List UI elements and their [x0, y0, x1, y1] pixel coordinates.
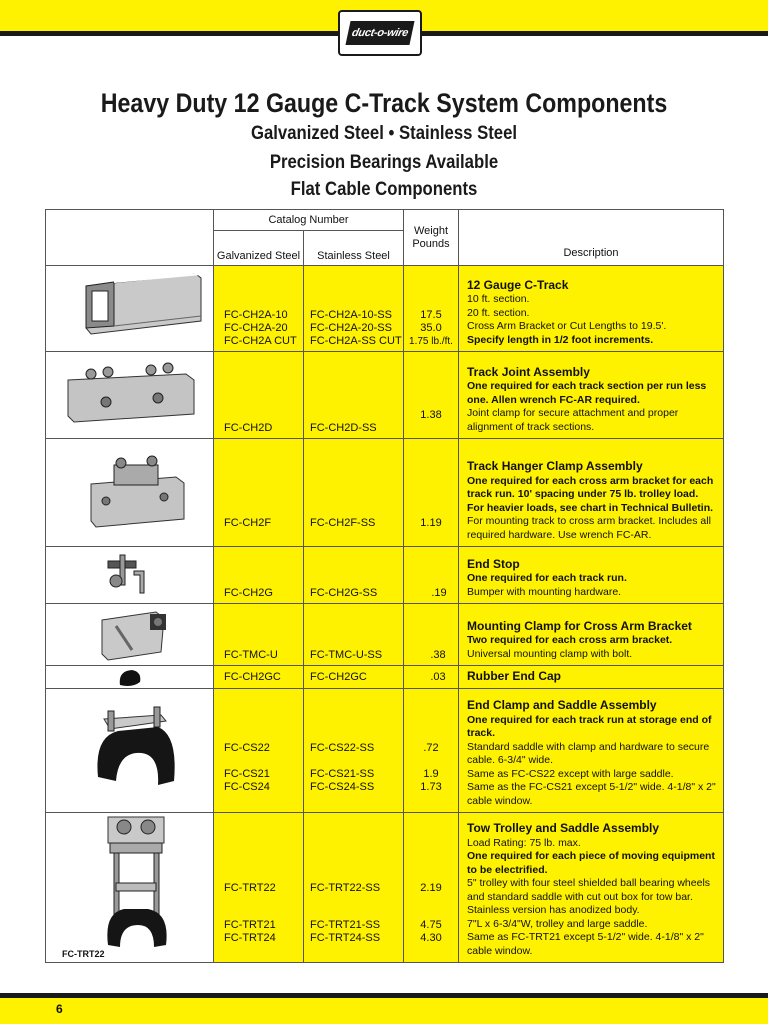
product-row-track-hanger-clamp: [46, 439, 724, 547]
page-number: 6: [56, 1002, 63, 1016]
weight-value: .03: [430, 670, 446, 683]
product-row-end-clamp-saddle: [46, 689, 724, 813]
weight-value: 17.5: [420, 309, 442, 321]
weight-value: 2.19: [420, 882, 442, 894]
weight-header: Weight Pounds: [404, 210, 459, 266]
description-line: 20 ft. section.: [467, 306, 530, 319]
c-track-image: [46, 266, 214, 352]
description-line: Load Rating: 75 lb. max.: [467, 836, 581, 849]
ss-part: FC-CH2A-SS CUT: [310, 335, 402, 347]
galv-part: FC-CH2A-20: [224, 322, 288, 334]
description-line: Universal mounting clamp with bolt.: [467, 647, 633, 660]
stainless-header: Stainless Steel: [304, 231, 404, 266]
weight-value: .72: [423, 742, 439, 754]
end-stop-image: [46, 547, 214, 604]
ss-part: FC-CS24-SS: [310, 781, 375, 793]
ss-part: FC-CS21-SS: [310, 768, 375, 780]
page-title: Heavy Duty 12 Gauge C-Track System Components: [100, 88, 668, 118]
weight-value: 1.19: [420, 517, 442, 529]
description-title: Tow Trolley and Saddle Assembly: [467, 821, 660, 835]
mounting-clamp-image: [46, 604, 214, 666]
ss-part: FC-CH2G-SS: [310, 587, 378, 599]
description-title: 12 Gauge C-Track: [467, 277, 569, 292]
weight-value: .19: [431, 587, 447, 599]
galv-part: FC-CS24: [224, 781, 270, 793]
track-joint-image: [46, 352, 214, 439]
track-hanger-clamp-image: [46, 439, 214, 547]
galv-part: FC-CS22: [224, 742, 270, 754]
galv-part: FC-TMC-U: [224, 649, 278, 661]
image-column-header: [46, 210, 214, 266]
galv-part: FC-CH2A CUT: [224, 335, 297, 347]
ss-part: FC-CH2A-20-SS: [310, 322, 392, 334]
ss-part: FC-TRT22-SS: [310, 882, 381, 894]
subtitle-materials: Galvanized Steel • Stainless Steel: [250, 123, 518, 144]
galv-part: FC-CH2A-10: [224, 309, 288, 321]
product-row-mounting-clamp: [46, 604, 724, 666]
weight-value: 1.75 lb./ft.: [409, 336, 453, 347]
weight-value: 1.9: [423, 768, 439, 780]
ss-part: FC-TRT24-SS: [310, 932, 381, 944]
ss-part: FC-CH2D-SS: [310, 422, 377, 434]
product-row-c-track: [46, 266, 724, 352]
weight-value: 4.75: [420, 919, 442, 931]
ss-part: FC-TRT21-SS: [310, 919, 381, 931]
description-title: End Stop: [467, 556, 520, 571]
galv-part: FC-CH2F: [224, 517, 272, 529]
description-title: Rubber End Cap: [467, 669, 562, 684]
tow-trolley-image: [46, 813, 214, 963]
galv-part: FC-CH2D: [224, 422, 273, 434]
logo-text: duct-o-wire: [345, 21, 414, 45]
product-row-track-joint: [46, 352, 724, 439]
ss-part: FC-CS22-SS: [310, 742, 375, 754]
end-clamp-saddle-image: [46, 689, 214, 813]
weight-value: 4.30: [420, 932, 442, 944]
bottom-rule: [0, 993, 768, 998]
catalog-number-header: Catalog Number: [214, 210, 404, 231]
description-line: One required for each track run at storage end of track.: [467, 713, 712, 739]
description-title: Track Joint Assembly: [467, 364, 590, 379]
ss-part: FC-TMC-U-SS: [310, 649, 383, 661]
description-title: End Clamp and Saddle Assembly: [467, 698, 657, 712]
description-line: Same as the FC-CS21 except 5-1/2" wide. 4-1/8" x 2" cable window.: [467, 781, 716, 807]
description-line: Bumper with mounting hardware.: [467, 585, 622, 598]
product-row-tow-trolley: [46, 813, 724, 963]
subtitle-flat-cable: Flat Cable Components: [290, 179, 478, 200]
ss-part: FC-CH2A-10-SS: [310, 309, 392, 321]
description-line: 5" trolley with four steel shielded ball bearing wheels and standard saddle with cut out box for tow bar. Stainless version has anodized body.: [467, 877, 711, 916]
description-line: 7"L x 6-3/4"W, trolley and large saddle.: [467, 917, 648, 930]
ss-part: FC-CH2GC: [310, 670, 367, 683]
product-row-end-stop: [46, 547, 724, 604]
components-table: [45, 209, 724, 963]
description-title: Track Hanger Clamp Assembly: [467, 459, 643, 473]
description-title: Mounting Clamp for Cross Arm Bracket: [467, 618, 692, 633]
galv-part: FC-CH2GC: [224, 670, 281, 683]
ss-part: FC-CH2F-SS: [310, 517, 376, 529]
galv-part: FC-TRT24: [224, 932, 276, 944]
subtitle-bearings: Precision Bearings Available: [269, 152, 499, 173]
weight-value: .38: [430, 649, 446, 661]
description-line: Cross Arm Bracket or Cut Lengths to 19.5'.: [467, 320, 667, 332]
description-line: Specify length in 1/2 foot increments.: [467, 333, 654, 346]
image-caption: FC-TRT22: [62, 949, 105, 959]
galv-part: FC-TRT21: [224, 919, 276, 931]
galv-part: FC-CS21: [224, 768, 270, 780]
product-row-rubber-end-cap: [46, 666, 724, 689]
galv-part: FC-CH2G: [224, 587, 273, 599]
description-line: One required for each cross arm bracket for each track run. 10' spacing under 75 lb. trolley load. For heavier loads, see chart in Technical Bulletin.: [467, 474, 714, 514]
weight-value: 1.38: [420, 409, 442, 421]
brand-logo: [338, 10, 422, 56]
description-line: Same as FC-CS22 except with large saddle.: [467, 767, 674, 780]
description-line: One required for each track section per run less one. Allen wrench FC-AR required.: [467, 380, 707, 406]
galvanized-header: Galvanized Steel: [214, 231, 304, 266]
weight-value: 35.0: [420, 322, 442, 334]
description-line: One required for each track run.: [467, 572, 627, 584]
galv-part: FC-TRT22: [224, 882, 276, 894]
description-line: One required for each piece of moving equipment to be electrified.: [467, 850, 715, 876]
description-line: Two required for each cross arm bracket.: [467, 634, 673, 646]
description-line: 10 ft. section.: [467, 293, 530, 305]
description-line: Standard saddle with clamp and hardware to secure cable. 6-3/4" wide.: [467, 740, 710, 766]
description-line: Joint clamp for secure attachment and proper alignment of track sections.: [467, 407, 679, 433]
description-header: Description: [459, 210, 724, 266]
description-line: Same as FC-TRT21 except 5-1/2" wide. 4-1/8" x 2" cable window.: [467, 931, 704, 957]
description-line: For mounting track to cross arm bracket. Includes all required hardware. Use wrench FC-AR.: [467, 515, 711, 541]
rubber-end-cap-image: [46, 666, 214, 689]
weight-value: 1.73: [420, 781, 442, 793]
